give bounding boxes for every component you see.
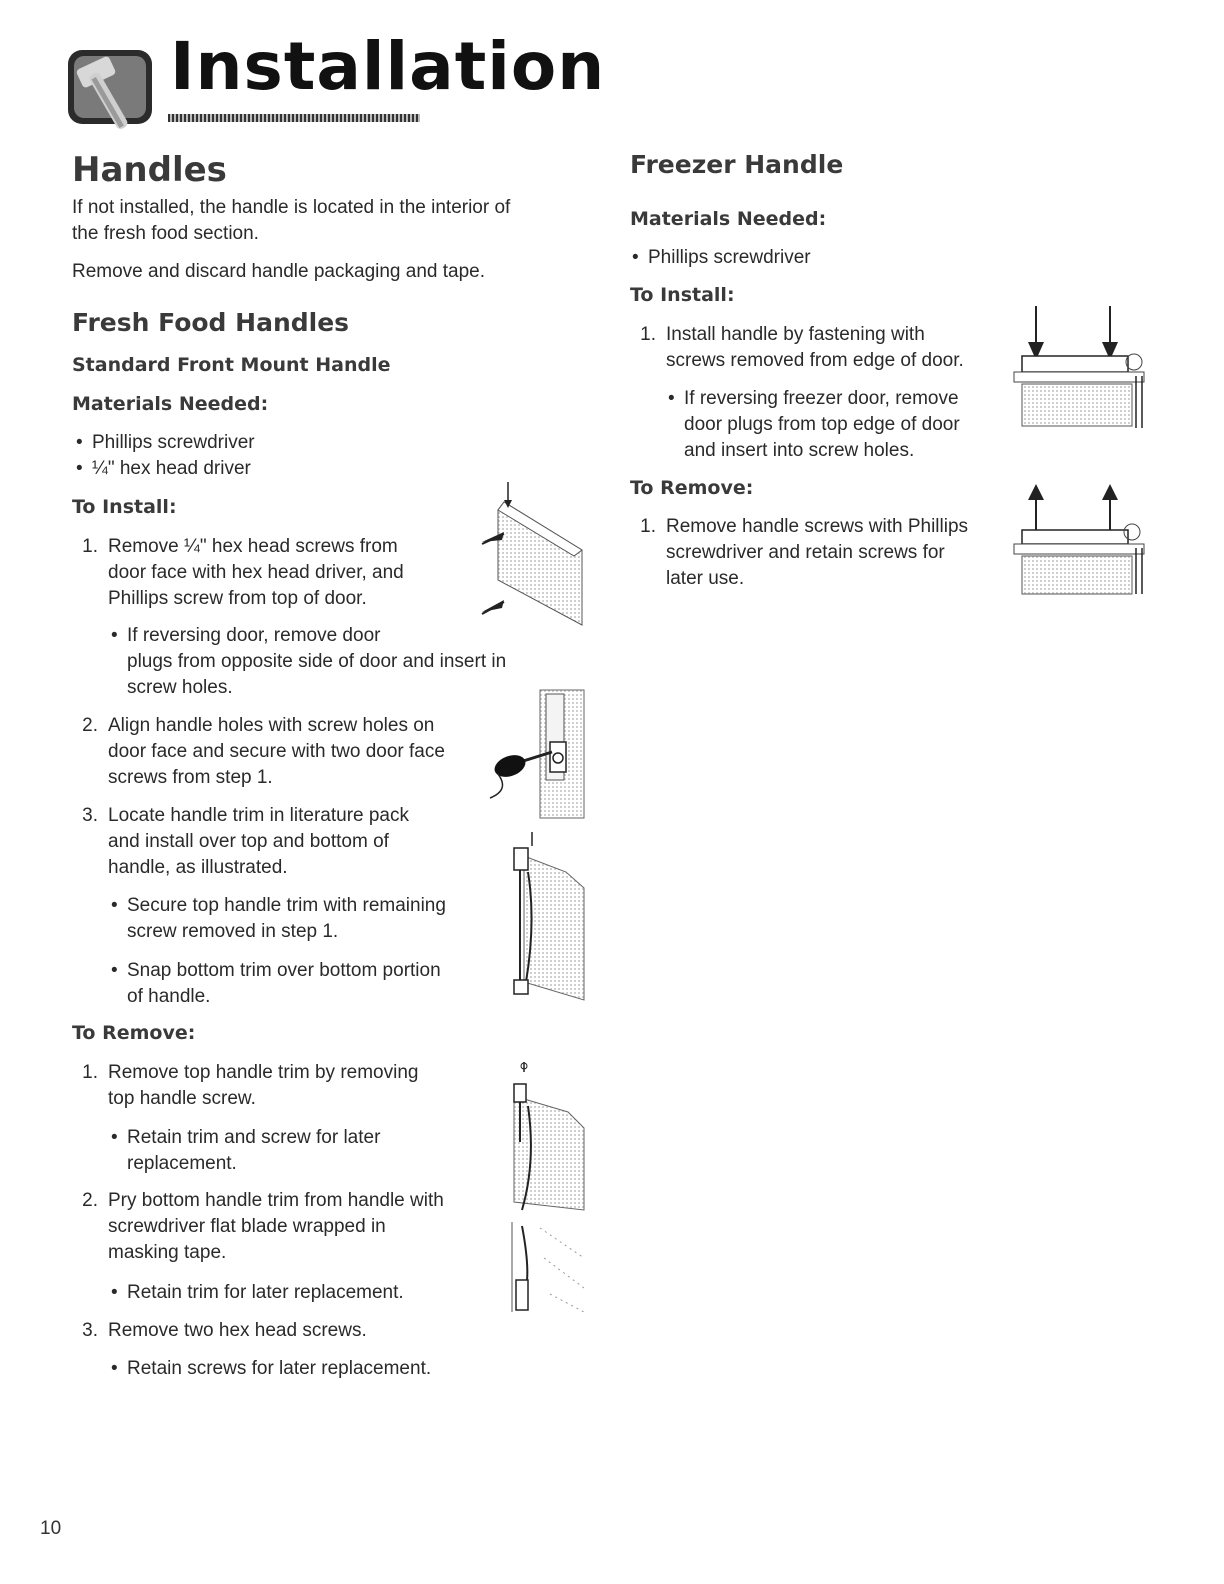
intro-line-1: If not installed, the handle is located in the interior of: [72, 197, 511, 218]
step1-bullet-line: plugs from opposite side of door and insert in: [127, 651, 507, 672]
freezer-materials-label: Materials Needed:: [630, 208, 827, 230]
freezer-install-label: To Install:: [630, 284, 735, 306]
step2-line: door face and secure with two door face: [108, 741, 445, 762]
step3-bullet-line: of handle.: [127, 986, 211, 1007]
handles-title: Handles: [72, 150, 227, 190]
remove3-bullet: • Retain screws for later replacement.: [127, 1356, 431, 1382]
freezer-remove-line: Remove handle screws with Phillips: [666, 516, 969, 537]
title-underline: [168, 114, 420, 122]
step1-line: Phillips screw from top of door.: [108, 588, 367, 609]
freezer-handle-title: Freezer Handle: [630, 150, 844, 179]
freezer-install-illustration: [1012, 306, 1146, 430]
remove1-line: top handle screw.: [108, 1088, 256, 1109]
install-label: To Install:: [72, 496, 177, 518]
step-number: 2.: [82, 1190, 98, 1211]
page-number: 10: [40, 1518, 62, 1539]
intro-line-2: the fresh food section.: [72, 223, 259, 244]
remove2-line: Pry bottom handle trim from handle with: [108, 1190, 444, 1211]
material-item: • ¼" hex head driver: [92, 456, 251, 482]
step3-line: Locate handle trim in literature pack: [108, 805, 409, 826]
intro-paragraph-2: Remove and discard handle packaging and tape.: [72, 261, 486, 282]
freezer-remove-line: later use.: [666, 568, 745, 589]
pry-trim-illustration: [500, 1218, 586, 1318]
hammer-icon: [68, 40, 152, 132]
material-item: • Phillips screwdriver: [92, 430, 255, 456]
freezer-material-item: • Phillips screwdriver: [648, 245, 811, 271]
step3-bullet: • Secure top handle trim with remaining: [127, 893, 446, 919]
step-number: 1.: [640, 324, 656, 345]
standard-handle-title: Standard Front Mount Handle: [72, 354, 391, 376]
screwdriver-illustration: [480, 690, 586, 820]
remove1-bullet: • Retain trim and screw for later: [127, 1125, 380, 1151]
remove2-bullet: • Retain trim for later replacement.: [127, 1280, 404, 1306]
remove-trim-illustration: [498, 1062, 586, 1212]
freezer-install-bullet: • If reversing freezer door, remove: [684, 386, 959, 412]
step3-line: and install over top and bottom of: [108, 831, 389, 852]
step2-line: Align handle holes with screw holes on: [108, 715, 435, 736]
step-number: 1.: [82, 1062, 98, 1083]
step3-bullet: • Snap bottom trim over bottom portion: [127, 958, 441, 984]
step-number: 3.: [82, 805, 98, 826]
page-title: Installation: [170, 28, 606, 105]
remove-label: To Remove:: [72, 1022, 196, 1044]
remove3-line: Remove two hex head screws.: [108, 1320, 367, 1341]
freezer-remove-illustration: [1012, 480, 1146, 596]
freezer-install-bullet-line: door plugs from top edge of door: [684, 414, 960, 435]
door-screws-illustration: [474, 480, 584, 630]
handle-trim-illustration: [506, 832, 586, 1002]
freezer-remove-label: To Remove:: [630, 477, 754, 499]
freezer-install-bullet-line: and insert into screw holes.: [684, 440, 915, 461]
step-number: 1.: [82, 536, 98, 557]
step1-bullet: • If reversing door, remove door: [127, 623, 380, 649]
remove2-line: screwdriver flat blade wrapped in: [108, 1216, 386, 1237]
remove2-line: masking tape.: [108, 1242, 227, 1263]
remove1-bullet-line: replacement.: [127, 1153, 237, 1174]
step1-line: Remove ¼" hex head screws from: [108, 536, 398, 557]
freezer-install-line: screws removed from edge of door.: [666, 350, 964, 371]
step-number: 3.: [82, 1320, 98, 1341]
remove1-line: Remove top handle trim by removing: [108, 1062, 419, 1083]
step1-bullet-line: screw holes.: [127, 677, 233, 698]
materials-label: Materials Needed:: [72, 393, 269, 415]
step1-line: door face with hex head driver, and: [108, 562, 404, 583]
step2-line: screws from step 1.: [108, 767, 273, 788]
step3-bullet-line: screw removed in step 1.: [127, 921, 339, 942]
step-number: 2.: [82, 715, 98, 736]
freezer-install-line: Install handle by fastening with: [666, 324, 925, 345]
step3-line: handle, as illustrated.: [108, 857, 288, 878]
step-number: 1.: [640, 516, 656, 537]
fresh-food-title: Fresh Food Handles: [72, 308, 350, 337]
freezer-remove-line: screwdriver and retain screws for: [666, 542, 945, 563]
